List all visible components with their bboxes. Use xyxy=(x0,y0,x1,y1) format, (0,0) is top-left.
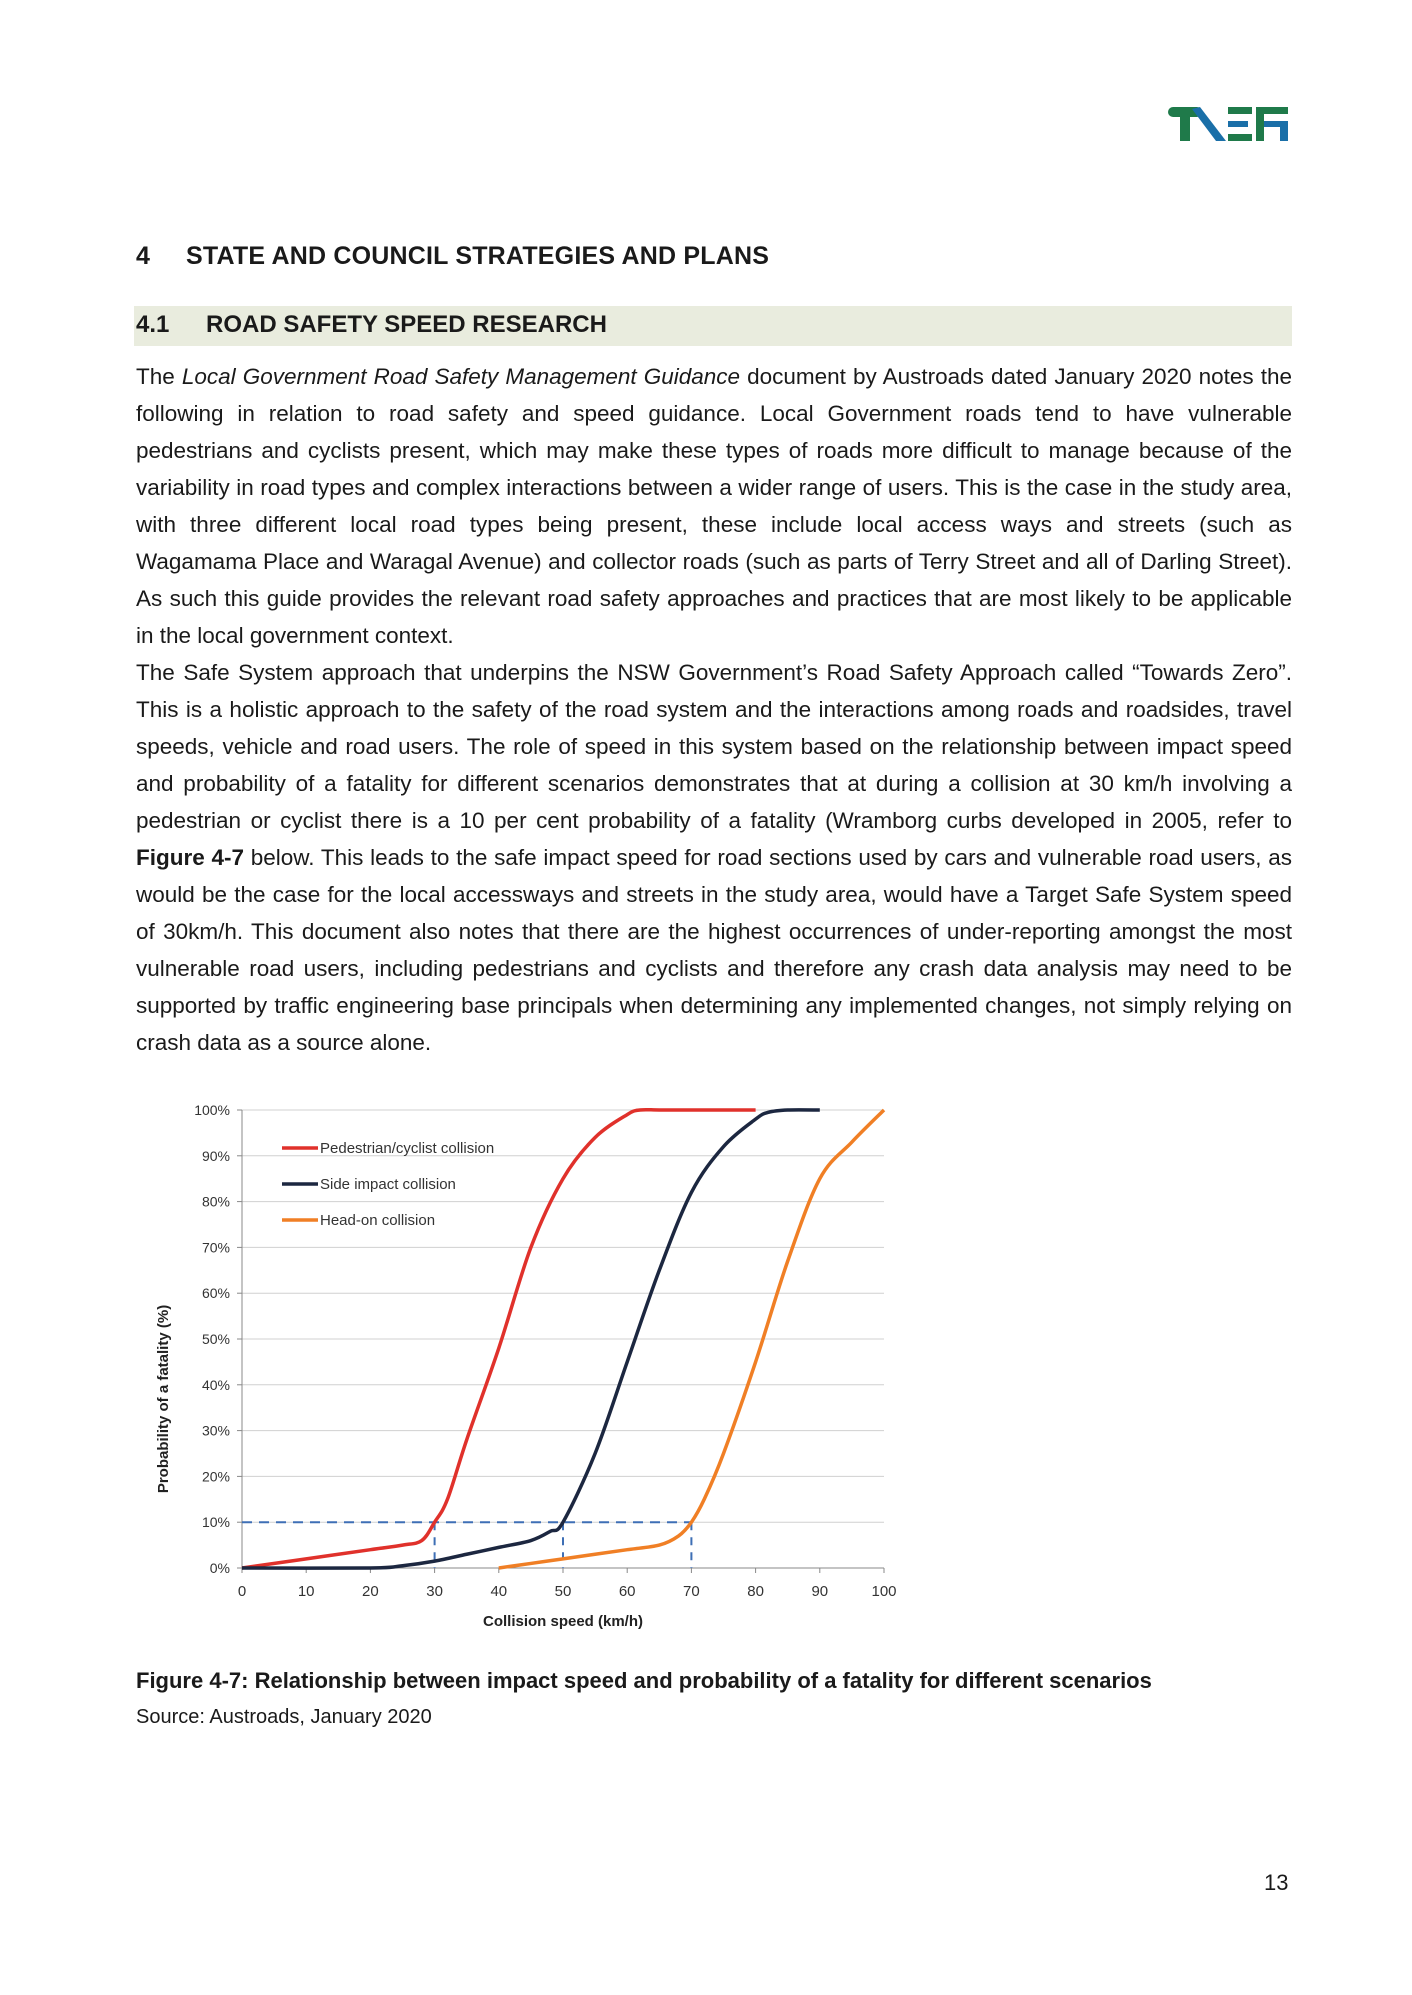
x-tick-label: 80 xyxy=(747,1583,764,1600)
x-tick-label: 10 xyxy=(297,1583,315,1600)
page-number: 13 xyxy=(1264,1870,1289,1895)
x-tick-label: 0 xyxy=(237,1583,247,1600)
y-tick-label: 30% xyxy=(201,1422,230,1439)
x-tick-label: 50 xyxy=(554,1583,572,1600)
subsection-number: 4.1 xyxy=(136,311,170,338)
figure-caption: Figure 4-7: Relationship between impact speed and probability of a fatality for different scenarios xyxy=(136,1668,1152,1693)
paragraph-1-text-b: document by Austroads dated January 2020 notes the following in relation to road safety and speed guidance. Local Government roads tend to have vulnerable pedestrians and cyclists present, which may make these types of roads more difficult to manage because of the variability in road types and complex interactions between a wider range of users. This is the case in the study area, with three different local road types being present, these include local access ways and streets (such as Wagamama Place and Waragal Avenue) and collector roads (such as parts of Terry Street and all of Darling Street). As such this guide provides the relevant road safety approaches and practices that are most likely to be applicable in the local government context. xyxy=(136,364,1292,648)
y-tick-label: 50% xyxy=(201,1331,230,1347)
x-tick-label: 40 xyxy=(490,1583,508,1600)
x-axis-label: Collision speed (km/h) xyxy=(482,1613,644,1630)
fatality-probability-chart xyxy=(136,1102,916,1662)
y-tick-label: 0% xyxy=(209,1560,230,1576)
y-axis-label: Probability of a fatality (%) xyxy=(155,1304,172,1494)
y-tick-label: 100% xyxy=(194,1102,230,1118)
paragraph-1-text-a: The xyxy=(136,364,182,389)
legend-label: Head-on collision xyxy=(320,1212,436,1229)
x-tick-label: 70 xyxy=(683,1583,700,1600)
company-logo xyxy=(1168,101,1290,145)
legend-label: Side impact collision xyxy=(320,1176,456,1193)
y-tick-label: 10% xyxy=(201,1514,230,1531)
y-tick-label: 40% xyxy=(201,1376,230,1393)
y-tick-label: 90% xyxy=(201,1147,230,1164)
y-tick-label: 70% xyxy=(201,1239,230,1256)
paragraph-2-text-b: below. This leads to the safe impact speed for road sections used by cars and vulnerable road users, as would be the case for the local accessways and streets in the study area, would have a Target Safe System speed of 30km/h. This document also notes that there are the highest occurrences of under-reporting amongst the most vulnerable road users, including pedestrians and cyclists and therefore any crash data analysis may need to be supported by traffic engineering base principals when determining any implemented changes, not simply relying on crash data as a source alone. xyxy=(136,845,1292,1055)
x-tick-label: 60 xyxy=(618,1583,636,1600)
document-title-italic: Local Government Road Safety Management Guidance xyxy=(181,364,741,389)
body-text xyxy=(136,358,1292,1061)
paragraph-1 xyxy=(136,358,1292,654)
figure-reference: Figure 4-7 xyxy=(136,845,244,870)
x-tick-label: 100 xyxy=(871,1583,897,1600)
subsection-heading xyxy=(136,311,607,339)
y-tick-label: 80% xyxy=(201,1193,230,1210)
figure-source: Source: Austroads, January 2020 xyxy=(136,1706,432,1728)
y-tick-label: 60% xyxy=(201,1285,230,1302)
paragraph-2-text-a: The Safe System approach that underpins the NSW Government’s Road Safety Approach called “Towards Zero”. This is a holistic approach to the safety of the road system and the interactions among roads and roadsides, travel speeds, vehicle and road users. The role of speed in this system based on the relationship between impact speed and probability of a fatality for different scenarios demonstrates that at during a collision at 30 km/h involving a pedestrian or cyclist there is a 10 per cent probability of a fatality (Wramborg curbs developed in 2005, refer to xyxy=(136,660,1292,833)
subsection-title: ROAD SAFETY SPEED RESEARCH xyxy=(206,311,607,338)
legend-label: Pedestrian/cyclist collision xyxy=(320,1140,495,1157)
section-number: 4 xyxy=(136,242,151,270)
section-heading xyxy=(136,242,769,271)
x-tick-label: 20 xyxy=(362,1583,379,1600)
section-title: STATE AND COUNCIL STRATEGIES AND PLANS xyxy=(186,242,770,270)
x-tick-label: 30 xyxy=(426,1583,443,1600)
x-tick-label: 90 xyxy=(811,1583,829,1600)
paragraph-2 xyxy=(136,654,1292,1061)
y-tick-label: 20% xyxy=(201,1468,230,1485)
